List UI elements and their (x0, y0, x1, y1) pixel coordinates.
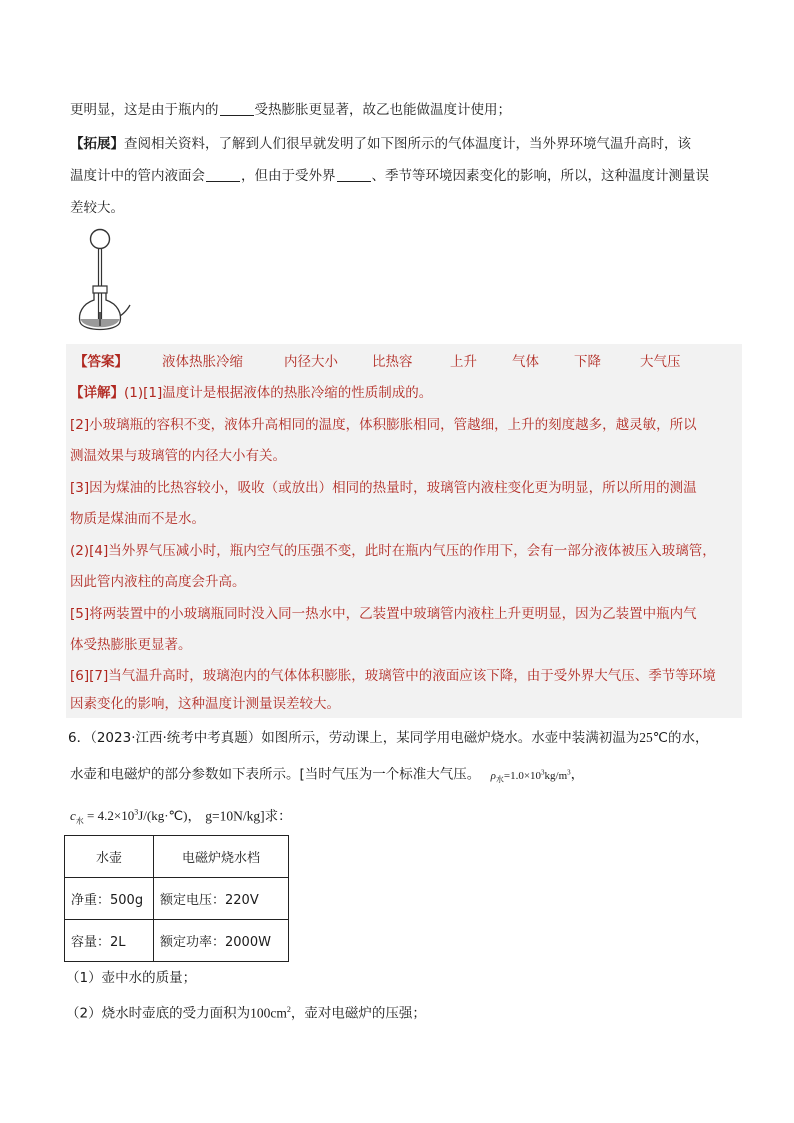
formula-subscript: 水 (75, 816, 84, 826)
detail-line (70, 446, 286, 466)
area-exponent: 2 (286, 1005, 291, 1014)
formula-exponent: 3 (134, 808, 139, 817)
table-header-row (65, 836, 289, 878)
paragraph-line (70, 100, 511, 120)
detail-line (70, 604, 697, 624)
detail-line (70, 666, 716, 686)
text-segment: 水壶和电磁炉的部分参数如下表所示。[当时气压为一个标准大气压。 (70, 766, 481, 783)
formula-unit: kg/m (544, 769, 568, 782)
detail-label: 【详解】 (70, 385, 124, 401)
text-segment: [3]因为煤油的比热容较小，吸收（或放出）相同的热量时，玻璃管内液柱变化更为明显，所以所用的测温 (70, 480, 697, 496)
detail-line (70, 541, 716, 561)
text-segment: 6．（2023·江西·统考中考真题）如图所示，劳动课上，某同学用电磁炉烧水。水壶中装满初温为 (68, 730, 640, 746)
detail-line (70, 635, 192, 655)
text-segment: 查阅相关资料，了解到人们很早就发明了如下图所示的气体温度计，当外界环境气温升高时，该 (124, 136, 691, 152)
paragraph-line (70, 198, 124, 218)
sub-question (66, 1000, 426, 1024)
text-segment: （2）烧水时壶底的受力面积为 (66, 1005, 251, 1022)
answer-blank (337, 167, 371, 182)
answer-item: 液体热胀冷缩 (162, 354, 243, 370)
text-segment: 因素变化的影响，这种温度计测量误差较大。 (70, 696, 340, 712)
text-segment: 体受热膨胀更显著。 (70, 637, 192, 653)
text-segment: (2)[4]当外界气压减小时，瓶内空气的压强不变，此时在瓶内气压的作用下，会有一部分液体被压入玻璃管， (70, 543, 716, 559)
answer-blank (206, 167, 240, 182)
table-cell: 额定电压：220V (154, 878, 289, 920)
text-segment: [2]小玻璃瓶的容积不变，液体升高相同的温度，体积膨胀相同，管越细，上升的刻度越多，越灵敏，所以 (70, 417, 697, 433)
detail-line (70, 572, 246, 592)
question-line (68, 728, 708, 748)
answer-item: 气体 (512, 354, 539, 370)
formula-exponent: 3 (541, 768, 545, 776)
table-cell: 额定功率：2000W (154, 920, 289, 962)
text-segment: 物质是煤油而不是水。 (70, 511, 205, 527)
answer-item: 大气压 (640, 354, 681, 370)
table-cell: 容量：2L (65, 920, 154, 962)
formula-symbol: ρ (490, 769, 496, 782)
text-segment: [6][7]当气温升高时，玻璃泡内的气体体积膨胀，玻璃管中的液面应该下降，由于受外界大气压、季节等环境 (70, 668, 716, 684)
paragraph-line (70, 166, 709, 186)
text-segment: （1）壶中水的质量； (66, 970, 197, 986)
question-line (70, 803, 292, 832)
formula-value: =1.0×10 (503, 769, 542, 782)
text-segment: 温度计中的管内液面会 (70, 168, 205, 184)
formula-exponent: 3 (567, 768, 571, 776)
text-segment: 、季节等环境因素变化的影响，所以，这种温度计测量误 (371, 168, 709, 184)
detail-line (70, 509, 205, 529)
answer-label: 【答案】 (74, 354, 128, 370)
table-header-cell: 水壶 (65, 836, 154, 878)
answer-item: 内径大小 (284, 354, 338, 370)
text-segment: ，壶对电磁炉的压强； (290, 1005, 426, 1022)
text-segment: 受热膨胀更显著，故乙也能做温度计使用； (254, 102, 511, 118)
text-segment: ， (187, 808, 201, 825)
answer-item: 下降 (574, 354, 601, 370)
paragraph-line (70, 134, 691, 154)
detail-line (70, 694, 340, 714)
text-segment: (1)[1]温度计是根据液体的热胀冷缩的性质制成的。 (124, 385, 433, 401)
text-segment: ，但由于受外界 (241, 168, 336, 184)
text-segment: [5]将两装置中的小玻璃瓶同时没入同一热水中，乙装置中玻璃管内液柱上升更明显，因为乙装置中瓶内气 (70, 606, 697, 622)
text-segment: 因此管内液柱的高度会升高。 (70, 574, 246, 590)
formula-subscript: 水 (495, 774, 504, 784)
answer-item: 比热容 (372, 354, 413, 370)
initial-temperature: 25℃ (639, 730, 668, 745)
formula-symbol: c (70, 808, 76, 824)
detail-line (70, 383, 432, 403)
table-cell: 净重：500g (65, 878, 154, 920)
table-row (65, 878, 289, 920)
answer-item: 上升 (450, 354, 477, 370)
text-segment: ， (570, 766, 585, 783)
answer-blank (220, 101, 254, 116)
text-segment: 的水， (667, 730, 709, 746)
gas-thermometer-figure (74, 226, 138, 338)
detail-line (70, 415, 697, 435)
flask-spout (120, 305, 130, 316)
stopper (93, 286, 107, 293)
table-header-cell: 电磁炉烧水档 (154, 836, 289, 878)
question-line (70, 762, 584, 790)
water-density-formula (491, 770, 571, 782)
formula-unit: J/(kg·℃) (138, 808, 188, 824)
area-value: 100cm (250, 1005, 287, 1021)
text-segment: g=10N/kg]求： (205, 808, 292, 824)
sub-question (66, 968, 196, 988)
parameter-table (64, 835, 289, 962)
text-segment: 更明显，这是由于瓶内的 (70, 102, 219, 118)
specific-heat-formula (70, 808, 188, 826)
formula-value: = 4.2×10 (87, 808, 135, 824)
text-segment: 差较大。 (70, 200, 124, 216)
text-segment: 测温效果与玻璃管的内径大小有关。 (70, 448, 286, 464)
detail-line (70, 478, 697, 498)
table-row (65, 920, 289, 962)
extension-tag: 【拓展】 (70, 136, 124, 152)
glass-bulb (91, 230, 110, 249)
